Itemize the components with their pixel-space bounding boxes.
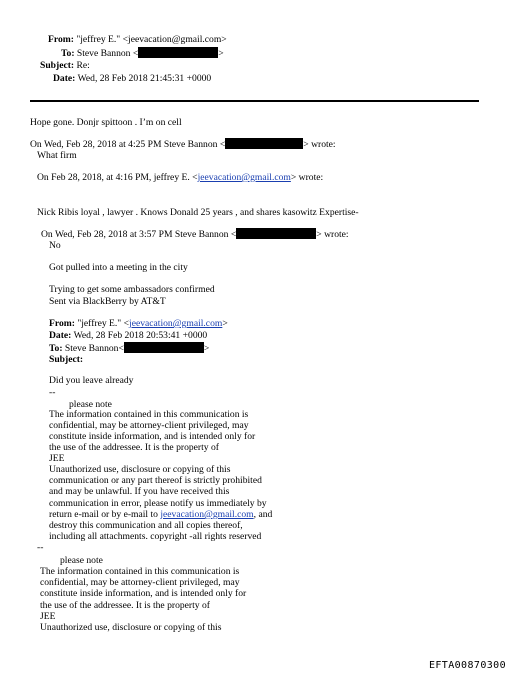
signature-line: the use of the addressee. It is the property of: [49, 442, 219, 453]
inner-from: [49, 318, 228, 330]
inner-from-pre: "jeffrey E." <: [77, 318, 130, 329]
quote-2-intro-text: On Feb 28, 2018, at 4:16 PM, jeffrey E. <: [37, 172, 198, 183]
inner-to-suffix: >: [203, 343, 210, 354]
inner-date-value: Wed, 28 Feb 2018 20:53:41 +0000: [73, 330, 208, 341]
document-id: EFTA00870300: [428, 660, 506, 671]
signature-2-line: Unauthorized use, disclosure or copying of this: [40, 622, 222, 633]
to-suffix: >: [218, 48, 224, 59]
signature-dash: --: [49, 387, 56, 398]
header-date: [53, 73, 211, 85]
to-label: To:: [61, 48, 75, 59]
signature-2-line: the use of the addressee. It is the property of: [40, 600, 210, 611]
quote-3-text-2: Got pulled into a meeting in the city: [49, 262, 188, 273]
date-value: Wed, 28 Feb 2018 21:45:31 +0000: [77, 73, 212, 84]
inner-from-label: From:: [49, 318, 75, 329]
signature-line: confidential, may be attorney-client privileged, may: [49, 420, 249, 431]
from-label: From:: [48, 34, 74, 45]
header-divider: [30, 100, 479, 102]
to-value: Steve Bannon <: [76, 48, 139, 59]
signature-line: and may be unlawful. If you have received this: [49, 486, 230, 497]
signature-2-line: constitute inside information, and is intended only for: [40, 588, 247, 599]
signature-2-dash: --: [37, 542, 44, 553]
redaction-box: [236, 228, 316, 239]
signature-line: Unauthorized use, disclosure or copying of this: [49, 464, 231, 475]
signature-line-pre: return e-mail or by e-mail to: [49, 509, 161, 520]
quote-1-intro-text: On Wed, Feb 28, 2018 at 4:25 PM Steve Bannon <: [30, 139, 226, 150]
inner-date: [49, 330, 207, 342]
signature-please-note: please note: [69, 399, 112, 410]
email-link[interactable]: jeevacation@gmail.com: [197, 172, 291, 183]
quote-3-intro: [41, 228, 349, 241]
signature-line: JEE: [49, 453, 65, 464]
subject-label: Subject:: [40, 60, 75, 71]
inner-text: Did you leave already: [49, 375, 134, 386]
signature-line-post: , and: [253, 509, 273, 520]
inner-from-post: >: [222, 318, 228, 329]
quote-3-suffix: > wrote:: [316, 229, 349, 240]
header-to: [61, 47, 224, 60]
inner-to-label: To:: [49, 343, 63, 354]
redaction-box: [225, 138, 303, 149]
signature-line: communication or any part thereof is strictly prohibited: [49, 475, 262, 486]
email-link[interactable]: jeevacation@gmail.com: [160, 509, 254, 520]
reply-text: Hope gone. Donjr spittoon . I’m on cell: [30, 117, 182, 128]
signature-line: including all attachments. copyright -all rights reserved: [49, 531, 262, 542]
subject-value: Re:: [76, 60, 90, 71]
signature-2-line: The information contained in this communication is: [40, 566, 240, 577]
inner-date-label: Date:: [49, 330, 72, 341]
email-link[interactable]: jeevacation@gmail.com: [129, 318, 223, 329]
signature-2-line: confidential, may be attorney-client privileged, may: [40, 577, 240, 588]
quote-2-text: Nick Ribis loyal , lawyer . Knows Donald 25 years , and shares kasowitz Expertise-: [37, 207, 359, 218]
inner-to-value: Steve Bannon<: [64, 343, 124, 354]
redaction-box: [124, 342, 204, 353]
redaction-box: [138, 47, 218, 58]
date-label: Date:: [53, 73, 76, 84]
signature-2-please-note: please note: [60, 555, 103, 566]
quote-2-intro: [37, 172, 323, 184]
from-value: "jeffrey E." <jeevacation@gmail.com>: [76, 34, 227, 45]
quote-3-text-3: Trying to get some ambassadors confirmed: [49, 284, 215, 295]
signature-line: destroy this communication and all copies thereof,: [49, 520, 243, 531]
signature-line: The information contained in this communication is: [49, 409, 249, 420]
quote-1-text: What firm: [37, 150, 77, 161]
quote-1-suffix: > wrote:: [303, 139, 336, 150]
signature-line: communication in error, please notify us immediately by: [49, 498, 267, 509]
signature-line: constitute inside information, and is intended only for: [49, 431, 256, 442]
quote-3-text-1: No: [49, 240, 61, 251]
signature-2-line: JEE: [40, 611, 56, 622]
quote-3-text-4: Sent via BlackBerry by AT&T: [49, 296, 166, 307]
header-from: [48, 34, 227, 46]
quote-3-intro-text: On Wed, Feb 28, 2018 at 3:57 PM Steve Bannon <: [41, 229, 237, 240]
quote-2-suffix: > wrote:: [290, 172, 324, 183]
header-subject: [40, 60, 90, 72]
inner-subject-label: Subject:: [49, 354, 84, 365]
